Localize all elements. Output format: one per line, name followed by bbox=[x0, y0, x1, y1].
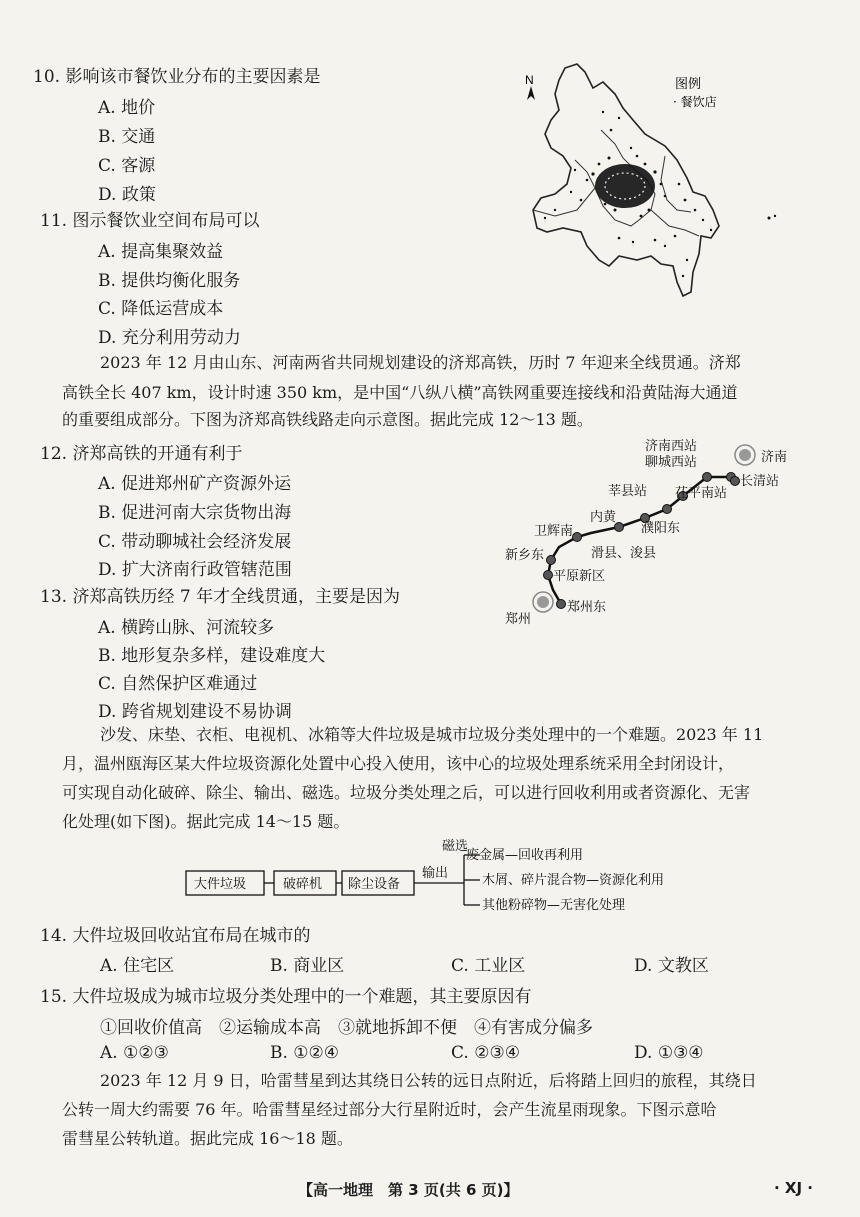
passage-halley-line-2: 公转一周大约需要 76 年。哈雷彗星经过部分大行星附近时，会产生流星雨现象。下图示意哈 bbox=[62, 1100, 717, 1119]
jizheng-railway-map bbox=[495, 435, 815, 635]
passage-waste-line-4: 化处理(如下图)。据此完成 14～15 题。 bbox=[62, 812, 350, 831]
label-jinan: 济南 bbox=[761, 450, 788, 465]
q11-option-a: A. 提高集聚效益 bbox=[98, 242, 224, 262]
question-13-stem: 13. 济郑高铁历经 7 年才全线贯通，主要是因为 bbox=[40, 587, 401, 607]
passage-jizheng-line-3: 的重要组成部分。下图为济郑高铁线路走向示意图。据此完成 12～13 题。 bbox=[62, 410, 593, 429]
q15-option-d: D. ①③④ bbox=[634, 1043, 704, 1063]
station-xinxiang-east-dot bbox=[547, 556, 556, 565]
q15-items: ①回收价值高 ②运输成本高 ③就地拆卸不便 ④有害成分偏多 bbox=[100, 1018, 593, 1038]
city-zhengzhou-icon bbox=[533, 592, 553, 612]
q12-option-b: B. 促进河南大宗货物出海 bbox=[98, 503, 292, 523]
flow-label-crusher: 破碎机 bbox=[283, 877, 323, 892]
question-10-stem: 10. 影响该市餐饮业分布的主要因素是 bbox=[33, 67, 321, 87]
q13-option-c: C. 自然保护区难通过 bbox=[98, 674, 258, 694]
flow-out-wood-mix: 木屑、碎片混合物—资源化利用 bbox=[482, 873, 665, 888]
page-footer-code: · XJ · bbox=[774, 1179, 813, 1197]
north-arrow-icon bbox=[527, 86, 535, 100]
restaurant-distribution-map bbox=[515, 60, 785, 300]
label-changqing: 长清站 bbox=[740, 474, 780, 489]
q15-option-b: B. ①②④ bbox=[270, 1043, 340, 1063]
q14-option-a: A. 住宅区 bbox=[100, 956, 175, 976]
map-legend-item: · 餐饮店 bbox=[673, 95, 717, 109]
question-14-stem: 14. 大件垃圾回收站宜布局在城市的 bbox=[40, 926, 311, 946]
q12-option-a: A. 促进郑州矿产资源外运 bbox=[98, 474, 292, 494]
page-footer-label: 【高一地理 第 3 页(共 6 页)】 bbox=[298, 1181, 519, 1199]
label-huaxian: 滑县、浚县 bbox=[591, 546, 657, 561]
city-jinan-icon bbox=[735, 445, 755, 465]
q14-option-b: B. 商业区 bbox=[270, 956, 345, 976]
label-jinan-west: 济南西站 bbox=[645, 439, 698, 454]
flow-label-output: 输出 bbox=[422, 866, 449, 881]
q11-option-c: C. 降低运营成本 bbox=[98, 299, 224, 319]
passage-jizheng-line-1: 2023 年 12 月由山东、河南两省共同规划建设的济郑高铁，历时 7 年迎来全线贯通。济郑 bbox=[100, 353, 741, 372]
question-15-stem: 15. 大件垃圾成为城市垃圾分类处理中的一个难题，其主要原因有 bbox=[40, 987, 532, 1007]
label-xinxiang-east: 新乡东 bbox=[505, 548, 545, 563]
q14-option-d: D. 文教区 bbox=[634, 956, 709, 976]
map-legend-title: 图例 bbox=[675, 77, 702, 92]
flow-out-scrap-metal: 废金属—回收再利用 bbox=[466, 848, 584, 863]
question-12-stem: 12. 济郑高铁的开通有利于 bbox=[40, 444, 243, 464]
passage-waste-line-3: 可实现自动化破碎、除尘、输出、磁选。垃圾分类处理之后，可以进行回收利用或者资源化、无害 bbox=[62, 783, 751, 802]
passage-waste-line-2: 月，温州瓯海区某大件垃圾资源化处置中心投入使用，该中心的垃圾处理系统采用全封闭设计， bbox=[62, 754, 735, 773]
north-label: N bbox=[525, 73, 534, 87]
q10-option-c: C. 客源 bbox=[98, 156, 156, 176]
label-shenxian: 莘县站 bbox=[608, 484, 648, 499]
station-changqing-dot bbox=[731, 477, 740, 486]
q10-option-d: D. 政策 bbox=[98, 185, 156, 205]
flow-label-dust-removal: 除尘设备 bbox=[348, 877, 401, 892]
flow-label-magnetic: 磁选 bbox=[442, 839, 469, 854]
label-neihuang: 内黄 bbox=[590, 510, 617, 525]
passage-jizheng-line-2: 高铁全长 407 km，设计时速 350 km，是中国“八纵八横”高铁网重要连接线和沿黄陆海大通道 bbox=[62, 383, 738, 402]
waste-processing-flow-diagram bbox=[180, 835, 680, 915]
q10-option-a: A. 地价 bbox=[98, 98, 156, 118]
q15-option-c: C. ②③④ bbox=[451, 1043, 520, 1063]
question-11-stem: 11. 图示餐饮业空间布局可以 bbox=[40, 211, 260, 231]
q10-option-b: B. 交通 bbox=[98, 127, 156, 147]
flow-label-bulky-waste: 大件垃圾 bbox=[194, 877, 247, 892]
q14-option-c: C. 工业区 bbox=[451, 956, 526, 976]
q11-option-d: D. 充分利用劳动力 bbox=[98, 328, 241, 348]
station-zhengzhou-east-dot bbox=[557, 600, 566, 609]
q13-option-d: D. 跨省规划建设不易协调 bbox=[98, 702, 292, 722]
label-weihui-south: 卫辉南 bbox=[534, 524, 574, 539]
station-weihui-south-dot bbox=[573, 533, 582, 542]
label-zhengzhou: 郑州 bbox=[505, 612, 532, 627]
station-pingyuan-dot bbox=[544, 571, 553, 580]
q12-option-c: C. 带动聊城社会经济发展 bbox=[98, 532, 292, 552]
label-pingyuan: 平原新区 bbox=[553, 569, 606, 584]
station-shenxian-dot bbox=[663, 505, 672, 514]
label-chiping-south: 茌平南站 bbox=[675, 486, 728, 501]
label-zhengzhou-east: 郑州东 bbox=[567, 600, 607, 615]
station-liaocheng-west-dot bbox=[703, 473, 712, 482]
label-liaocheng-west: 聊城西站 bbox=[645, 455, 698, 470]
q13-option-a: A. 横跨山脉、河流较多 bbox=[98, 618, 275, 638]
passage-waste-line-1: 沙发、床垫、衣柜、电视机、冰箱等大件垃圾是城市垃圾分类处理中的一个难题。2023 年 11 bbox=[100, 725, 764, 744]
flow-out-other: 其他粉碎物—无害化处理 bbox=[482, 898, 626, 913]
q12-option-d: D. 扩大济南行政管辖范围 bbox=[98, 560, 292, 580]
label-puyang-east: 濮阳东 bbox=[641, 521, 681, 536]
passage-halley-line-3: 雷彗星公转轨道。据此完成 16～18 题。 bbox=[62, 1129, 353, 1148]
q11-option-b: B. 提供均衡化服务 bbox=[98, 271, 241, 291]
q13-option-b: B. 地形复杂多样，建设难度大 bbox=[98, 646, 326, 666]
q15-option-a: A. ①②③ bbox=[100, 1043, 169, 1063]
passage-halley-line-1: 2023 年 12 月 9 日，哈雷彗星到达其绕日公转的远日点附近，后将踏上回归的旅程，其绕日 bbox=[100, 1071, 757, 1090]
